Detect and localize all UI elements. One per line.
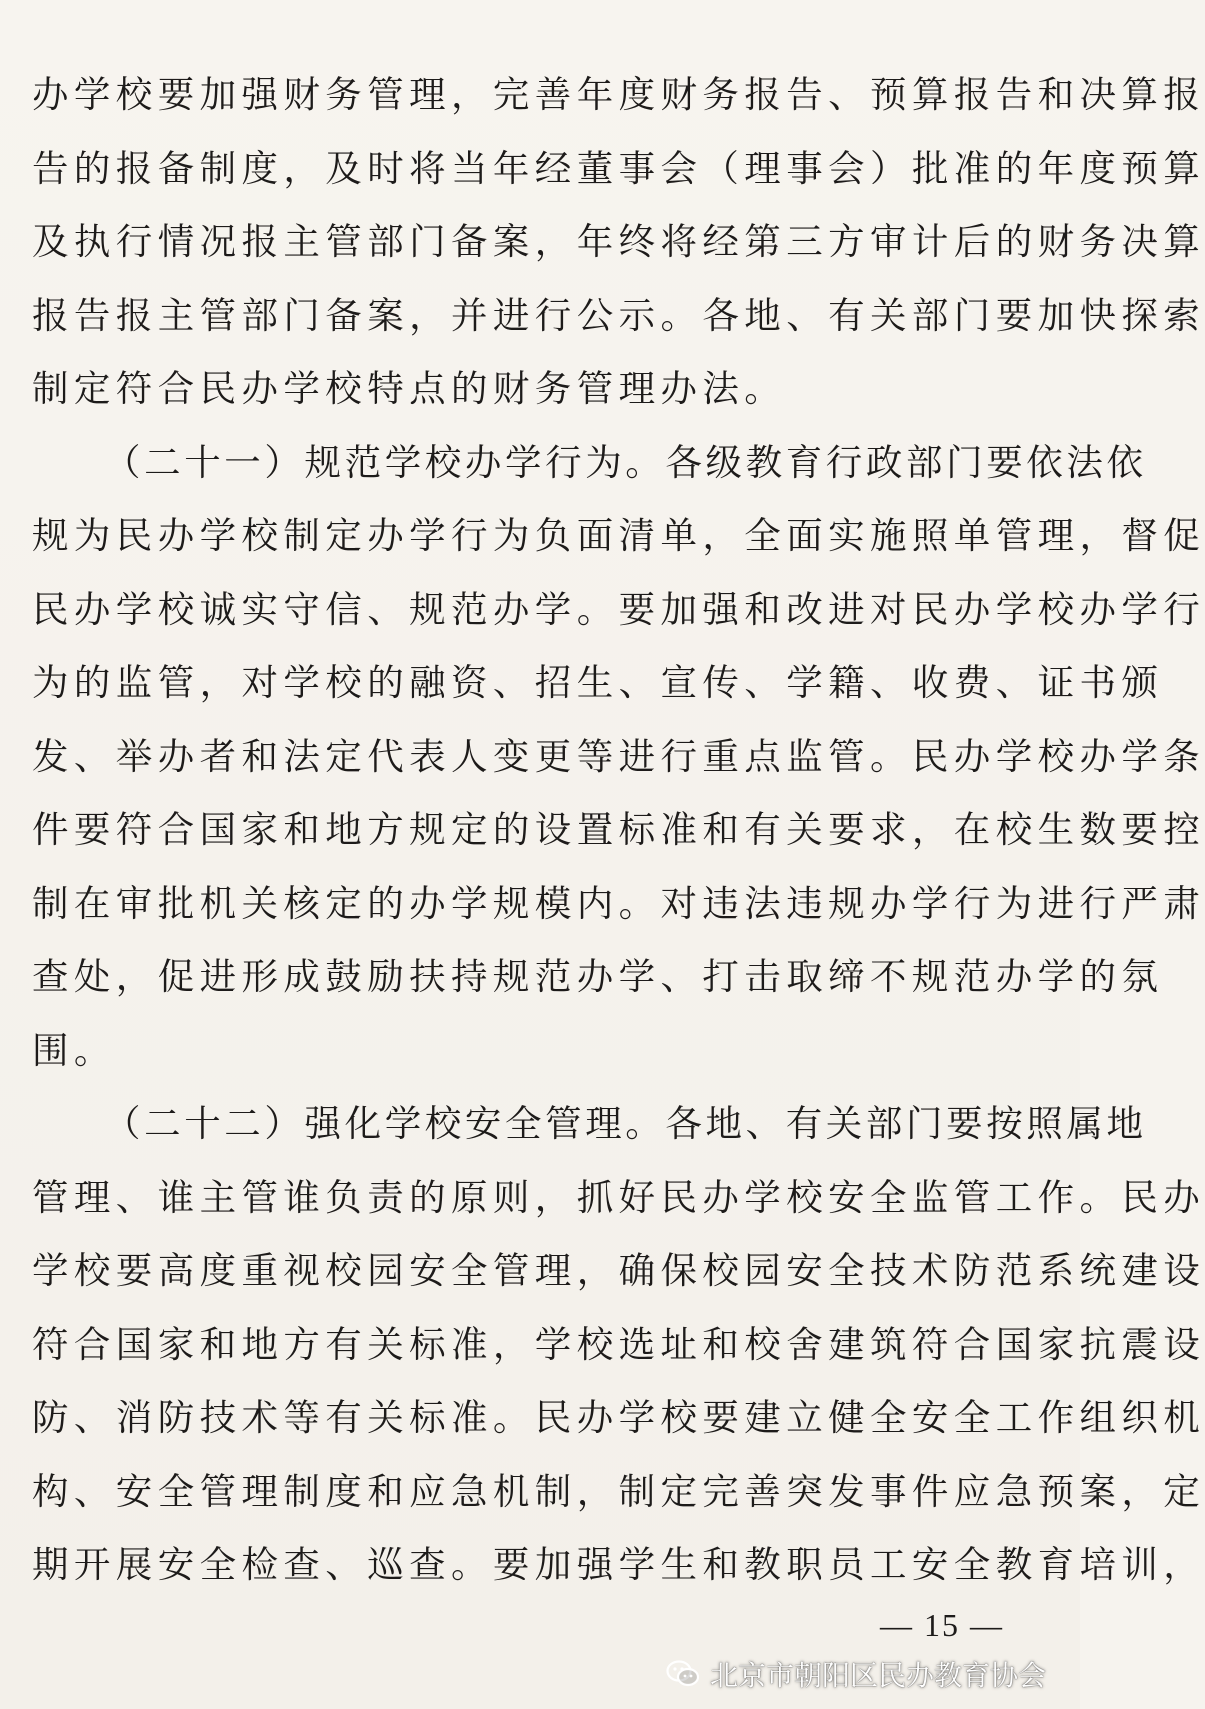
text-line: 构、安全管理制度和应急机制，制定完善突发事件应急预案，定 [32, 1469, 1205, 1513]
text-line: 围。 [32, 1028, 116, 1072]
text-line: 件要符合国家和地方规定的设置标准和有关要求，在校生数要控 [32, 808, 1205, 851]
text-line: 告的报备制度，及时将当年经董事会（理事会）批准的年度预算 [32, 146, 1205, 190]
text-line: 办学校要加强财务管理，完善年度财务报告、预算报告和决算报 [32, 73, 1205, 116]
text-line: 期开展安全检查、巡查。要加强学生和教职员工安全教育培训， [32, 1543, 1205, 1586]
page-number: — 15 — [880, 1607, 1004, 1643]
section-heading-line: （二十二）强化学校安全管理。各地、有关部门要按照属地 [104, 1102, 1147, 1145]
text-line: 管理、谁主管谁负责的原则，抓好民办学校安全监管工作。民办 [32, 1175, 1205, 1219]
section-heading-line: （二十一）规范学校办学行为。各级教育行政部门要依法依 [104, 440, 1147, 484]
text-line: 学校要高度重视校园安全管理，确保校园安全技术防范系统建设 [32, 1249, 1205, 1292]
watermark-text: 北京市朝阳区民办教育协会 [710, 1659, 1047, 1692]
wechat-icon [666, 1659, 700, 1689]
text-line: 为的监管，对学校的融资、招生、宣传、学籍、收费、证书颁 [32, 661, 1164, 704]
watermark [666, 1652, 1046, 1696]
text-line: 及执行情况报主管部门备案，年终将经第三方审计后的财务决算 [32, 220, 1205, 263]
text-line: 查处，促进形成鼓励扶持规范办学、打击取缔不规范办学的氛 [32, 955, 1164, 998]
text-line: 民办学校诚实守信、规范办学。要加强和改进对民办学校办学行 [32, 587, 1205, 631]
document-body [32, 58, 1205, 1602]
text-line: 发、举办者和法定代表人变更等进行重点监管。民办学校办学条 [32, 734, 1205, 778]
text-line: 报告报主管部门备案，并进行公示。各地、有关部门要加快探索 [32, 293, 1205, 337]
text-line: 规为民办学校制定办学行为负面清单，全面实施照单管理，督促 [32, 514, 1205, 557]
text-line: 防、消防技术等有关标准。民办学校要建立健全安全工作组织机 [32, 1396, 1205, 1439]
text-line: 制定符合民办学校特点的财务管理办法。 [32, 367, 787, 410]
text-line: 符合国家和地方有关标准，学校选址和校舍建筑符合国家抗震设 [32, 1322, 1205, 1366]
text-line: 制在审批机关核定的办学规模内。对违法违规办学行为进行严肃 [32, 881, 1205, 925]
